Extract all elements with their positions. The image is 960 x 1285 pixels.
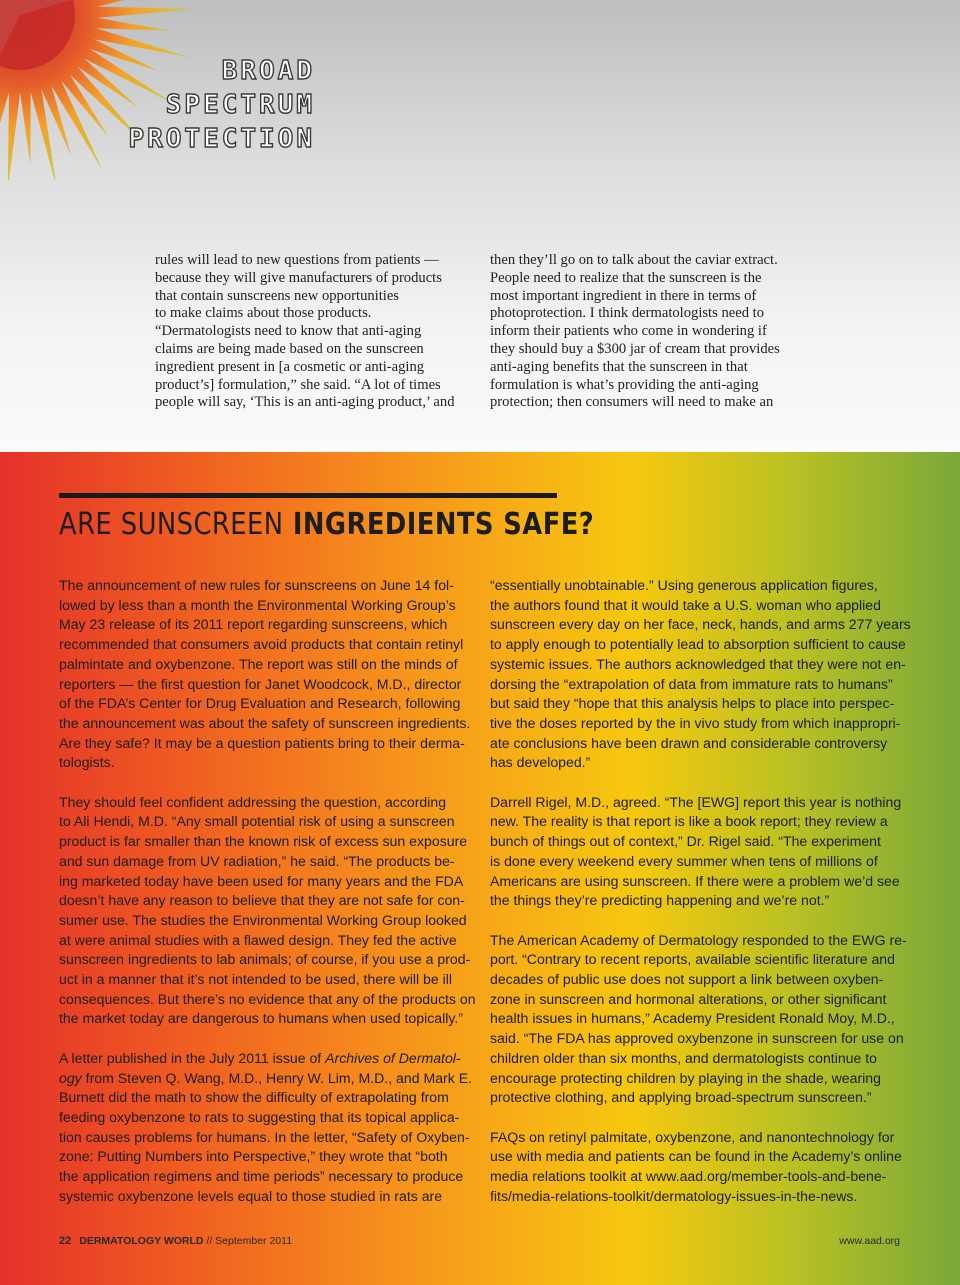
text-line: the market today are dangerous to humans when used topically.” bbox=[59, 1010, 463, 1027]
text-line: Are they safe? It may be a question patients bring to their derma- bbox=[59, 734, 465, 751]
text-line: to apply enough to potentially lead to absorption sufficient to cause bbox=[490, 636, 906, 653]
text-line: port. “Contrary to recent reports, available scientific literature and bbox=[490, 951, 895, 968]
text-line: doesn’t have any reason to believe that they are not safe for con- bbox=[59, 892, 465, 909]
text-line: The announcement of new rules for sunscreens on June 14 fol- bbox=[59, 577, 454, 593]
section-title-line-3: PROTECTION bbox=[128, 124, 315, 154]
section-title-line-1: BROAD bbox=[221, 56, 315, 86]
text-line: bunch of things out of context,” Dr. Rigel said. “The experiment bbox=[490, 833, 881, 850]
text-line: inform their patients who come in wondering if bbox=[490, 323, 767, 340]
text-line: dorsing the “extrapolation of data from immature rats to humans” bbox=[490, 675, 893, 692]
text-line: said. “The FDA has approved oxybenzone in sunscreen for use on bbox=[490, 1030, 904, 1047]
text-line: tion causes problems for humans. In the letter, “Safety of Oxyben- bbox=[59, 1128, 470, 1145]
text-line: protective clothing, and applying broad-spectrum sunscreen.” bbox=[490, 1089, 872, 1106]
text-line: decades of public use does not support a link between oxyben- bbox=[490, 971, 884, 988]
top-section bbox=[0, 0, 960, 452]
text-line: the announcement was about the safety of sunscreen ingredients. bbox=[59, 714, 471, 731]
text-line: is done every weekend every summer when tens of millions of bbox=[490, 852, 878, 869]
text-line: photoprotection. I think dermatologists need to bbox=[490, 305, 764, 322]
headline-part-1: ARE SUNSCREEN bbox=[59, 507, 284, 542]
headline-rule bbox=[59, 493, 557, 498]
top-left-column bbox=[155, 252, 475, 412]
text-line: of the FDA’s Center for Drug Evaluation and Research, following bbox=[59, 695, 461, 712]
paragraph bbox=[59, 1049, 489, 1207]
text-fragment: A letter published in the July 2011 issue of bbox=[59, 1049, 326, 1066]
text-line: that contain sunscreens new opportunities bbox=[155, 287, 399, 304]
paragraph bbox=[59, 793, 489, 1029]
text-line: then they’ll go on to talk about the caviar extract. bbox=[490, 252, 778, 268]
text-line: May 23 release of its 2011 report regarding sunscreens, which bbox=[59, 616, 448, 633]
text-line: sumer use. The studies the Environmental Working Group looked bbox=[59, 911, 467, 928]
journal-title: Archives of Dermatol- bbox=[325, 1049, 461, 1066]
text-line: reporters — the first question for Janet Woodcock, M.D., director bbox=[59, 675, 462, 692]
headline-part-2: INGREDIENTS SAFE? bbox=[292, 507, 595, 542]
text-line: They should feel confident addressing the question, according bbox=[59, 793, 447, 810]
section-title-line-2: SPECTRUM bbox=[165, 90, 315, 120]
right-column bbox=[490, 576, 920, 1226]
text-line: uct in a manner that it’s not intended to be used, there will be ill bbox=[59, 971, 453, 988]
text-line: “Dermatologists need to know that anti-aging bbox=[155, 323, 422, 340]
text-line: the things they’re predicting happening and we’re not.” bbox=[490, 892, 830, 909]
text-line: fits/media-relations-toolkit/dermatology-issues-in-the-news. bbox=[490, 1187, 858, 1204]
text-line: sunscreen every day on her face, neck, hands, and arms 277 years bbox=[490, 616, 911, 633]
text-line: use with media and patients can be found in the Academy’s online bbox=[490, 1148, 902, 1165]
text-line: ing marketed today have been used for many years and the FDA bbox=[59, 872, 464, 889]
top-right-column bbox=[490, 252, 810, 412]
text-line: sunscreen ingredients to lab animals; of course, if you use a prod- bbox=[59, 951, 471, 968]
magazine-name: DERMATOLOGY WORLD bbox=[79, 1235, 204, 1247]
text-line: recommended that consumers avoid products that contain retinyl bbox=[59, 636, 464, 653]
article-headline bbox=[59, 505, 594, 545]
text-line: has developed.” bbox=[490, 754, 591, 771]
text-line: feeding oxybenzone to rats to suggesting that its topical applica- bbox=[59, 1108, 460, 1125]
text-line: Darrell Rigel, M.D., agreed. “The [EWG] report this year is nothing bbox=[490, 793, 902, 810]
paragraph bbox=[490, 576, 920, 773]
text-line: to Ali Hendi, M.D. “Any small potential risk of using a sunscreen bbox=[59, 813, 455, 830]
text-line: health issues in humans,” Academy President Ronald Moy, M.D., bbox=[490, 1010, 895, 1027]
text-line: formulation is what’s providing the anti-aging bbox=[490, 376, 759, 393]
page-number: 22 bbox=[59, 1235, 72, 1247]
text-line: at were animal studies with a flawed design. They fed the active bbox=[59, 931, 457, 948]
text-line: most important ingredient in there in terms of bbox=[490, 287, 757, 304]
text-line: The American Academy of Dermatology responded to the EWG re- bbox=[490, 931, 907, 948]
text-line: but said they “hope that this analysis helps to place into perspec- bbox=[490, 695, 895, 712]
text-line: zone in sunscreen and hormonal alterations, or other significant bbox=[490, 990, 887, 1007]
text-fragment: from Steven Q. Wang, M.D., Henry W. Lim, M.D., and Mark E. bbox=[81, 1069, 473, 1086]
paragraph bbox=[490, 793, 920, 911]
text-line: lowed by less than a month the Environmental Working Group’s bbox=[59, 596, 456, 613]
text-line bbox=[59, 1049, 489, 1069]
text-line: Americans are using sunscreen. If there were a problem we’d see bbox=[490, 872, 900, 889]
text-line bbox=[59, 1069, 489, 1089]
text-line: tologists. bbox=[59, 754, 115, 771]
paragraph bbox=[490, 931, 920, 1108]
text-line: children older than six months, and dermatologists continue to bbox=[490, 1049, 878, 1066]
text-line: product is far smaller than the known risk of excess sun exposure bbox=[59, 833, 468, 850]
text-line: consequences. But there’s no evidence that any of the products on bbox=[59, 990, 476, 1007]
issue-date: // September 2011 bbox=[203, 1235, 293, 1247]
text-line: zone: Putting Numbers into Perspective,” they wrote that “both bbox=[59, 1148, 448, 1165]
text-line: systemic issues. The authors acknowledged that they were not en- bbox=[490, 655, 906, 672]
text-line: systemic oxybenzone levels equal to those studied in rats are bbox=[59, 1187, 443, 1204]
text-line: product’s] formulation,” she said. “A lot of times bbox=[155, 376, 441, 393]
left-column bbox=[59, 576, 489, 1226]
text-line: to make claims about those products. bbox=[155, 305, 372, 322]
text-line: people will say, ‘This is an anti-aging product,’ and bbox=[155, 394, 455, 411]
text-line: Burnett did the math to show the difficulty of extrapolating from bbox=[59, 1089, 449, 1106]
text-line: ate conclusions have been drawn and considerable controversy bbox=[490, 734, 888, 751]
text-line: media relations toolkit at www.aad.org/member-tools-and-bene- bbox=[490, 1168, 887, 1185]
paragraph bbox=[490, 1128, 920, 1207]
text-line: and sun damage from UV radiation,” he said. “The products be- bbox=[59, 852, 455, 869]
text-line: because they will give manufacturers of products bbox=[155, 269, 442, 286]
text-line: protection; then consumers will need to make an bbox=[490, 394, 774, 411]
text-line: encourage protecting children by playing in the shade, wearing bbox=[490, 1069, 881, 1086]
text-line: “essentially unobtainable.” Using generous application figures, bbox=[490, 577, 878, 593]
journal-title: ogy bbox=[59, 1069, 82, 1086]
text-line: new. The reality is that report is like a book report; they review a bbox=[490, 813, 888, 830]
text-line: the application regimens and time periods” necessary to produce bbox=[59, 1168, 464, 1185]
text-line: rules will lead to new questions from patients — bbox=[155, 252, 439, 268]
text-line: claims are being made based on the sunscreen bbox=[155, 340, 424, 357]
text-line: they should buy a $300 jar of cream that provides bbox=[490, 340, 780, 357]
text-line: FAQs on retinyl palmitate, oxybenzone, and nanontechnology for bbox=[490, 1128, 895, 1145]
text-line: ingredient present in [a cosmetic or anti-aging bbox=[155, 358, 425, 375]
paragraph bbox=[59, 576, 489, 773]
section-title bbox=[128, 54, 315, 156]
text-line: People need to realize that the sunscreen is the bbox=[490, 269, 762, 286]
footer-website[interactable]: www.aad.org bbox=[839, 1235, 900, 1247]
text-line: anti-aging benefits that the sunscreen in that bbox=[490, 358, 748, 375]
text-line: the authors found that it would take a U.S. woman who applied bbox=[490, 596, 881, 613]
text-line: tive the doses reported by the in vivo study from which inappropri- bbox=[490, 714, 901, 731]
footer-folio bbox=[59, 1235, 292, 1247]
text-line: palmintate and oxybenzone. The report was still on the minds of bbox=[59, 655, 458, 672]
